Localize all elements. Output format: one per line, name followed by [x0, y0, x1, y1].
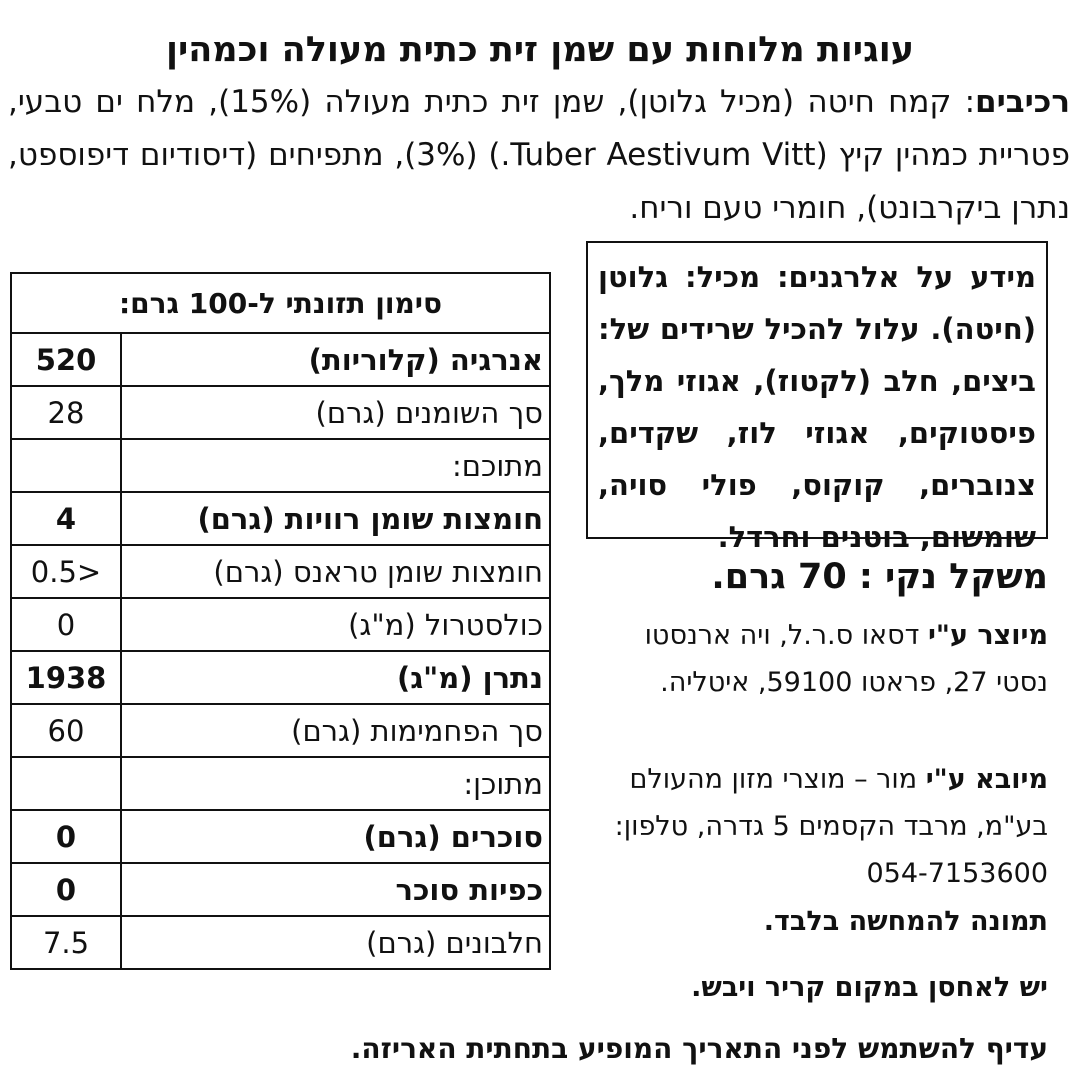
nutrition-label: סך השומנים (גרם)	[121, 386, 550, 439]
nutrition-table	[10, 272, 551, 970]
nutrition-label: נתרן (מ"ג)	[121, 651, 550, 704]
nutrition-rows	[11, 333, 550, 969]
nutrition-value: 1938	[11, 651, 121, 704]
image-disclaimer: תמונה להמחשה בלבד.	[763, 906, 1048, 937]
importer-info	[608, 756, 1048, 897]
nutrition-label: כפיות סוכר	[121, 863, 550, 916]
storage-note: יש לאחסן במקום קריר ויבש.	[691, 972, 1048, 1003]
nutrition-row	[11, 704, 550, 757]
net-weight: משקל נקי : 70 גרם.	[711, 557, 1048, 597]
nutrition-row	[11, 545, 550, 598]
ingredients-text: : קמח חיטה (מכיל גלוטן), שמן זית כתית מעולה (15%), מלח ים טבעי, פטריית כמהין קיץ (Tuber Aestivum Vitt.) (3%), מתפיחים (דיסודיום דיפוספט, נתרן ביקרבונט), חומרי טעם וריח.	[8, 84, 1071, 226]
nutrition-label: חלבונים (גרם)	[121, 916, 550, 969]
nutrition-label: חומצות שומן רוויות (גרם)	[121, 492, 550, 545]
manufacturer-label: מיוצר ע"י	[927, 620, 1048, 651]
nutrition-row	[11, 333, 550, 386]
nutrition-row	[11, 916, 550, 969]
nutrition-value: 0.5>	[11, 545, 121, 598]
nutrition-value: 0	[11, 598, 121, 651]
nutrition-label: חומצות שומן טראנס (גרם)	[121, 545, 550, 598]
nutrition-value: 7.5	[11, 916, 121, 969]
best-before-note: עדיף להשתמש לפני התאריך המופיע בתחתית האריזה.	[350, 1032, 1048, 1065]
nutrition-value: 520	[11, 333, 121, 386]
importer-text: מור – מוצרי מזון מהעולם בע"מ, מרבד הקסמים 5 גדרה, טלפון: 054-7153600	[614, 764, 1048, 889]
nutrition-value	[11, 757, 121, 810]
nutrition-value: 28	[11, 386, 121, 439]
nutrition-value: 4	[11, 492, 121, 545]
nutrition-row	[11, 598, 550, 651]
nutrition-label: מתוכן:	[121, 757, 550, 810]
nutrition-value	[11, 439, 121, 492]
nutrition-row	[11, 863, 550, 916]
nutrition-row	[11, 492, 550, 545]
importer-label: מיובא ע"י	[925, 764, 1048, 795]
nutrition-value: 0	[11, 863, 121, 916]
nutrition-row	[11, 439, 550, 492]
product-title: עוגיות מלוחות עם שמן זית כתית מעולה וכמהין	[165, 30, 915, 70]
nutrition-label: כולסטרול (מ"ג)	[121, 598, 550, 651]
nutrition-label: סוכרים (גרם)	[121, 810, 550, 863]
nutrition-row	[11, 651, 550, 704]
nutrition-label: אנרגיה (קלוריות)	[121, 333, 550, 386]
nutrition-value: 60	[11, 704, 121, 757]
nutrition-value: 0	[11, 810, 121, 863]
nutrition-header: סימון תזונתי ל-100 גרם:	[11, 273, 550, 333]
manufacturer-info	[608, 612, 1048, 706]
allergen-box: מידע על אלרגנים: מכיל: גלוטן (חיטה). עלול להכיל שרידים של: ביצים, חלב (לקטוז), אגוזי מלך, פיסטוקים, אגוזי לוז, שקדים, צנוברים, קוקוס, פולי סויה, שומשום, בוטנים וחרדל.	[586, 241, 1048, 539]
manufacturer-text: דסאו ס.ר.ל, ויה ארנסטו נסטי 27, פראטו 59100, איטליה.	[644, 620, 1048, 698]
nutrition-row	[11, 386, 550, 439]
nutrition-label: סך הפחמימות (גרם)	[121, 704, 550, 757]
nutrition-row	[11, 757, 550, 810]
nutrition-label: מתוכם:	[121, 439, 550, 492]
ingredients-paragraph	[8, 76, 1070, 235]
ingredients-label: רכיבים	[975, 84, 1070, 120]
nutrition-row	[11, 810, 550, 863]
